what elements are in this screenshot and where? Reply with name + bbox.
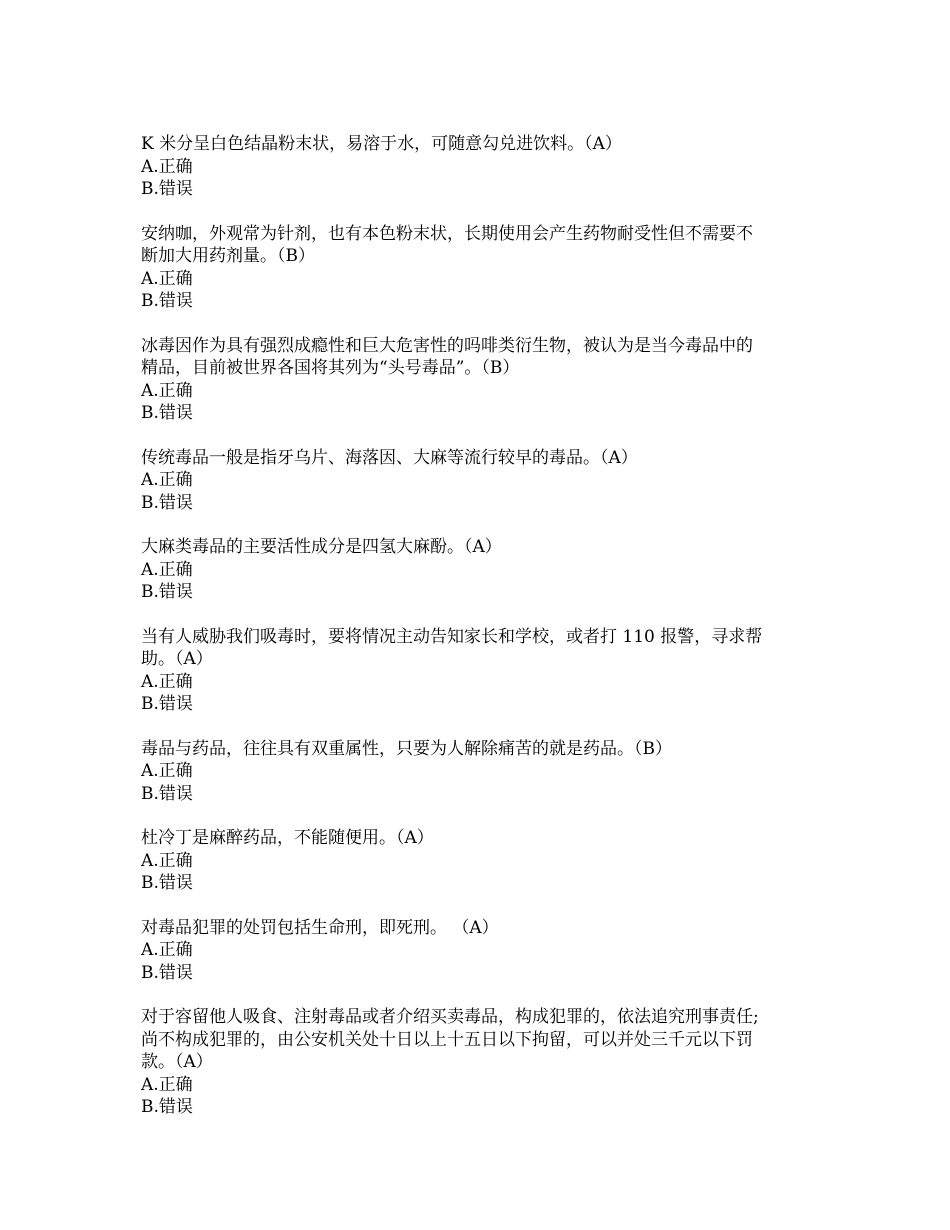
- question-stem: 对毒品犯罪的处罚包括生命刑，即死刑。 （A）: [141, 917, 499, 938]
- question-item: [141, 447, 821, 515]
- question-stem: K 米分呈白色结晶粉末状，易溶于水，可随意勾兑进饮料。（A）: [141, 134, 622, 154]
- option-b: B.错误: [141, 582, 193, 602]
- option-b: B.错误: [141, 783, 193, 804]
- option-b: B.错误: [141, 873, 193, 893]
- question-stem: 大麻类毒品的主要活性成分是四氢大麻酚。（A）: [141, 537, 502, 557]
- option-a: A.正确: [141, 380, 193, 401]
- option-a: A.正确: [141, 671, 193, 692]
- question-item: [141, 536, 821, 604]
- question-stem-line: 当有人威胁我们吸毒时，要将情况主动告知家长和学校，或者打 110 报警，寻求帮: [141, 626, 763, 647]
- question-stem-line: 对于容留他人吸食、注射毒品或者介绍买卖毒品，构成犯罪的，依法追究刑事责任;: [141, 1007, 759, 1027]
- question-item: [141, 917, 821, 985]
- option-a: A.正确: [141, 156, 193, 177]
- option-a: A.正确: [141, 761, 193, 781]
- question-stem: 毒品与药品，往往具有双重属性，只要为人解除痛苦的就是药品。（B）: [141, 738, 672, 759]
- question-stem-line: 助。（A）: [141, 649, 213, 669]
- option-b: B.错误: [141, 694, 193, 714]
- option-b: B.错误: [141, 291, 193, 311]
- question-item: [141, 738, 821, 806]
- option-b: B.错误: [141, 1097, 193, 1117]
- question-item: [141, 1006, 821, 1119]
- option-a: A.正确: [141, 940, 193, 960]
- question-stem-line: 冰毒因作为具有强烈成瘾性和巨大危害性的吗啡类衍生物，被认为是当今毒品中的: [141, 335, 753, 356]
- option-b: B.错误: [141, 403, 193, 423]
- question-item: [141, 133, 821, 201]
- option-b: B.错误: [141, 179, 193, 199]
- option-a: A.正确: [141, 559, 193, 580]
- question-item: [141, 626, 821, 716]
- option-a: A.正确: [141, 268, 193, 289]
- question-stem-line: 安纳咖，外观常为针剂，也有本色粉末状，长期使用会产生药物耐受性但不需要不: [141, 223, 753, 244]
- question-stem: 传统毒品一般是指牙乌片、海落因、大麻等流行较早的毒品。（A）: [141, 447, 638, 468]
- question-stem-line: 断加大用药剂量。（B）: [141, 246, 315, 266]
- document-page: [141, 133, 821, 1141]
- option-b: B.错误: [141, 492, 193, 513]
- option-a: A.正确: [141, 470, 193, 490]
- question-item: [141, 827, 821, 895]
- question-stem-line: 款。（A）: [141, 1052, 213, 1072]
- option-a: A.正确: [141, 850, 193, 871]
- option-a: A.正确: [141, 1074, 193, 1095]
- question-stem: 杜冷丁是麻醉药品，不能随便用。（A）: [141, 828, 434, 848]
- question-stem-line: 尚不构成犯罪的，由公安机关处十日以上十五日以下拘留，可以并处三千元以下罚: [141, 1029, 753, 1050]
- question-item: [141, 335, 821, 425]
- question-item: [141, 223, 821, 313]
- option-b: B.错误: [141, 962, 193, 983]
- question-stem-line: 精品，目前被世界各国将其列为“头号毒品”。（B）: [141, 358, 520, 378]
